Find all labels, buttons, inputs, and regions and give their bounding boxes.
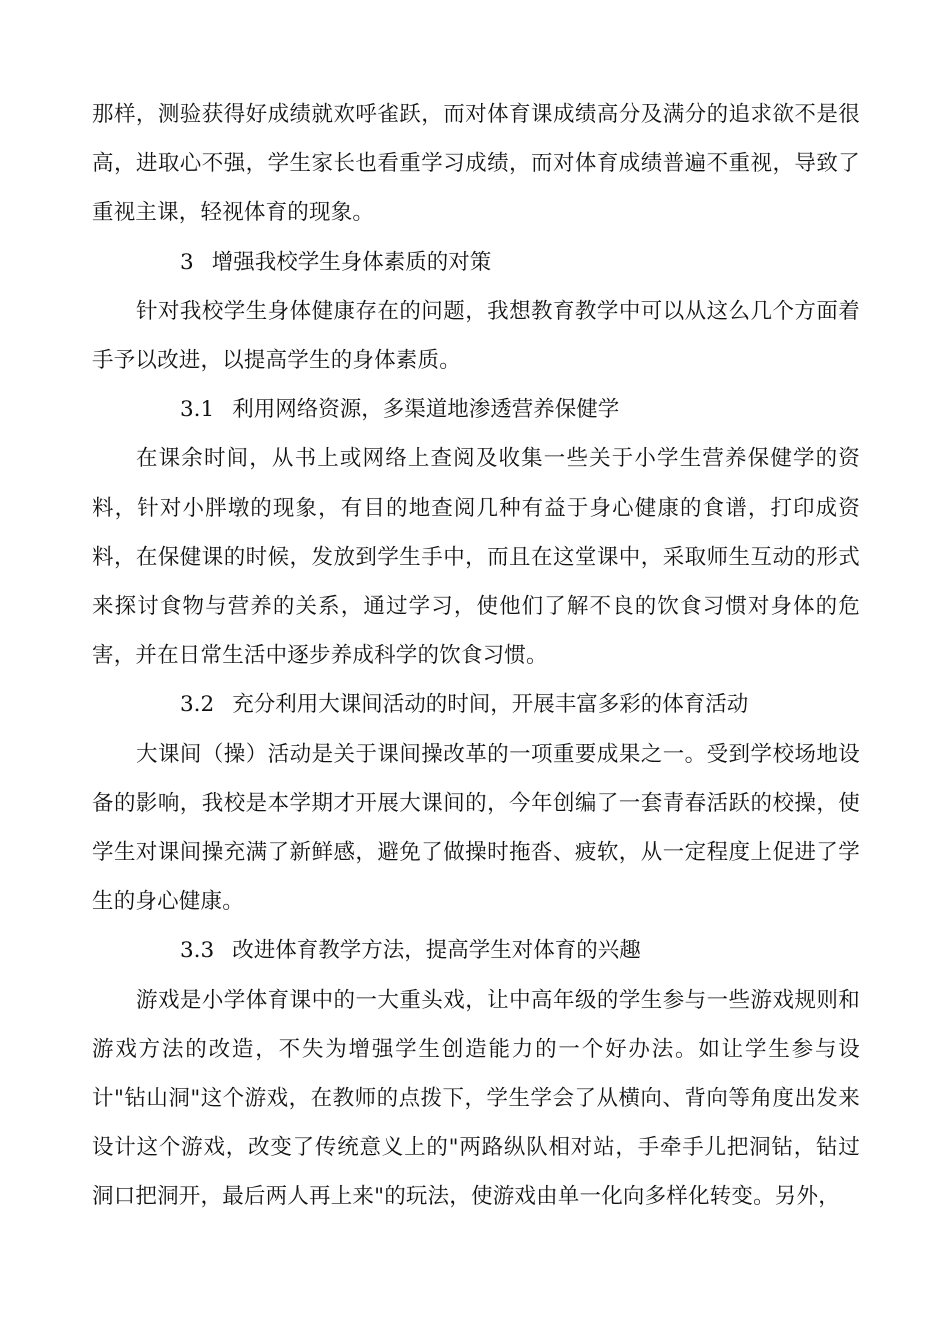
section-number: 3.2	[180, 692, 215, 718]
paragraph-continuation: 那样，测验获得好成绩就欢呼雀跃，而对体育课成绩高分及满分的追求欲不是很高，进取心不强，学生家长也看重学习成绩，而对体育成绩普遍不重视，导致了重视主课，轻视体育的现象。	[92, 102, 860, 226]
section-number: 3.3	[180, 938, 215, 964]
paragraph-games: 游戏是小学体育课中的一大重头戏，让中高年级的学生参与一些游戏规则和游戏方法的改造，不失为增强学生创造能力的一个好办法。如让学生参与设计"钻山洞"这个游戏，在教师的点拨下，学生学会了从横向、背向等角度出发来设计这个游戏，改变了传统意义上的"两路纵队相对站，手牵手儿把洞钻，钻过洞口把洞开，最后两人再上来"的玩法，使游戏由单一化向多样化转变。另外，	[92, 987, 860, 1210]
section-title: 增强我校学生身体素质的对策	[211, 249, 492, 275]
section-heading-3	[92, 238, 860, 287]
section-heading-3-3	[92, 926, 860, 975]
paragraph-intro: 针对我校学生身体健康存在的问题，我想教育教学中可以从这么几个方面着手予以改进，以提高学生的身体素质。	[92, 298, 860, 374]
document-body	[92, 90, 860, 1222]
paragraph-break-activity: 大课间（操）活动是关于课间操改革的一项重要成果之一。受到学校场地设备的影响，我校是本学期才开展大课间的，今年创编了一套青春活跃的校操，使学生对课间操充满了新鲜感，避免了做操时拖沓、疲软，从一定程度上促进了学生的身心健康。	[92, 741, 860, 915]
section-title: 充分利用大课间活动的时间，开展丰富多彩的体育活动	[232, 692, 749, 718]
section-title: 改进体育教学方法，提高学生对体育的兴趣	[232, 938, 641, 964]
paragraph-nutrition: 在课余时间，从书上或网络上查阅及收集一些关于小学生营养保健学的资料，针对小胖墩的现象，有目的地查阅几种有益于身心健康的食谱，打印成资料，在保健课的时候，发放到学生手中，而且在这堂课中，采取师生互动的形式来探讨食物与营养的关系，通过学习，使他们了解不良的饮食习惯对身体的危害，并在日常生活中逐步养成科学的饮食习惯。	[92, 446, 860, 669]
section-number: 3.1	[180, 397, 215, 423]
section-heading-3-2	[92, 680, 860, 729]
section-title: 利用网络资源，多渠道地渗透营养保健学	[232, 397, 620, 423]
section-heading-3-1	[92, 385, 860, 434]
section-number: 3	[180, 249, 194, 275]
